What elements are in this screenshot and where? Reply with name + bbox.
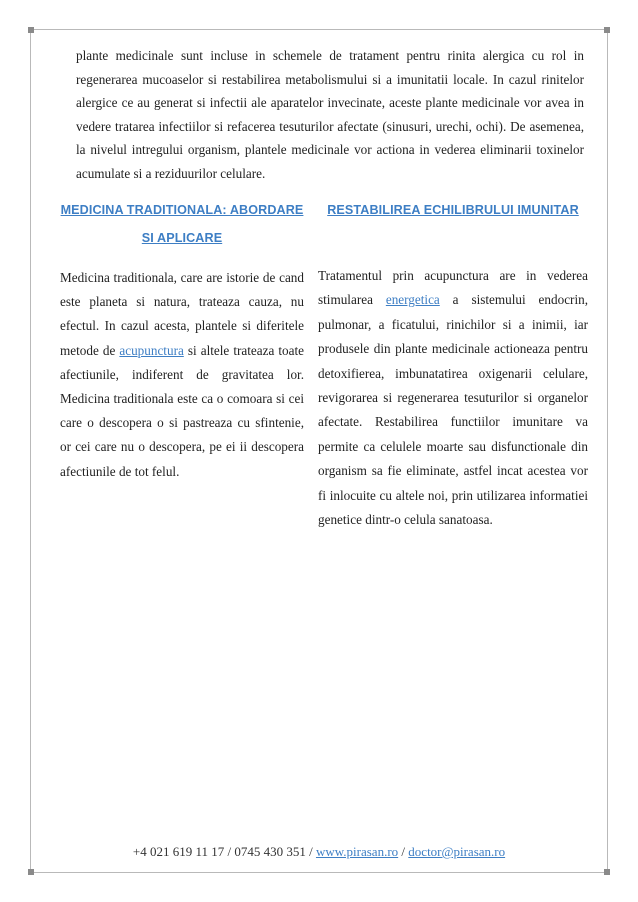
intro-paragraph: plante medicinale sunt incluse in schemele de tratament pentru rinita alergica cu rol in regenerarea mucoaselor si restabilirea metabolismului si a imunitatii locale. In cazul rinitelor alergice ce au generat si infectii ale aparatelor invecinate, aceste plante medicinale vor avea in vedere tratarea infectiilor si refacerea tesuturilor afectate (sinusuri, urechi, ochi). De asemenea, la nivelul intregului organism, plantele medicinale vor actiona in vederea eliminarii toxinelor acumulate si a reziduurilor celulare. xyxy=(76,48,584,181)
left-column xyxy=(60,196,304,484)
page-corner-top-right xyxy=(604,27,610,33)
energetica-link[interactable]: energetica xyxy=(385,292,440,308)
footer-phones: +4 021 619 11 17 / 0745 430 351 / xyxy=(132,844,316,859)
left-text-after-link: si altele trateaza toate afectiunile, indiferent de gravitatea lor. Medicina traditionala este ca o comoara si cei care o descopera o si pastreaza cu sfintenie, or cei care nu o descopera, pe ei ii descopera afectiunile de tot felul. xyxy=(60,342,304,479)
acupunctura-link[interactable]: acupunctura xyxy=(119,342,184,358)
footer-separator: / xyxy=(398,844,409,859)
page-corner-top-left xyxy=(28,27,34,33)
left-text-before-link: Medicina traditionala, care are istorie de cand este planeta si natura, trateaza cauza, nu efectul. In cazul acesta, plantele si diferitele metode de xyxy=(60,270,304,358)
left-column-paragraph xyxy=(60,266,304,484)
page-border-bottom xyxy=(30,872,608,873)
page-corner-bottom-right xyxy=(604,869,610,875)
page-corner-bottom-left xyxy=(28,869,34,875)
right-column-paragraph xyxy=(318,264,588,532)
left-column-heading: MEDICINA TRADITIONALA: ABORDARE SI APLICARE xyxy=(60,203,304,245)
right-column-heading: RESTABILIREA ECHILIBRULUI IMUNITAR xyxy=(327,203,579,217)
email-link[interactable]: doctor@pirasan.ro xyxy=(408,844,506,859)
right-text-after-link: a sistemului endocrin, pulmonar, a ficatului, rinichilor si a inimii, iar produsele din plante medicinale actioneaza pentru detoxifierea, imbunatatirea oxigenarii celulare, revigorarea si regenerarea tesuturilor si organelor afectate. Restabilirea functiilor imunitare va permite ca celulele moarte sau disfunctionale din organism sa fie eliminate, astfel incat acestea vor fi inlocuite cu altele noi, prin utilizarea informatiei genetice dintr-o celula sanatoasa. xyxy=(318,292,588,528)
page-border-top xyxy=(30,29,608,30)
website-link[interactable]: www.pirasan.ro xyxy=(315,844,399,859)
page-footer xyxy=(0,844,638,860)
page-border-left xyxy=(30,29,31,873)
right-column xyxy=(318,196,588,532)
page-border-right xyxy=(607,29,608,873)
right-text-before-link: Tratamentul prin acupunctura are in vederea stimularea xyxy=(318,268,588,308)
